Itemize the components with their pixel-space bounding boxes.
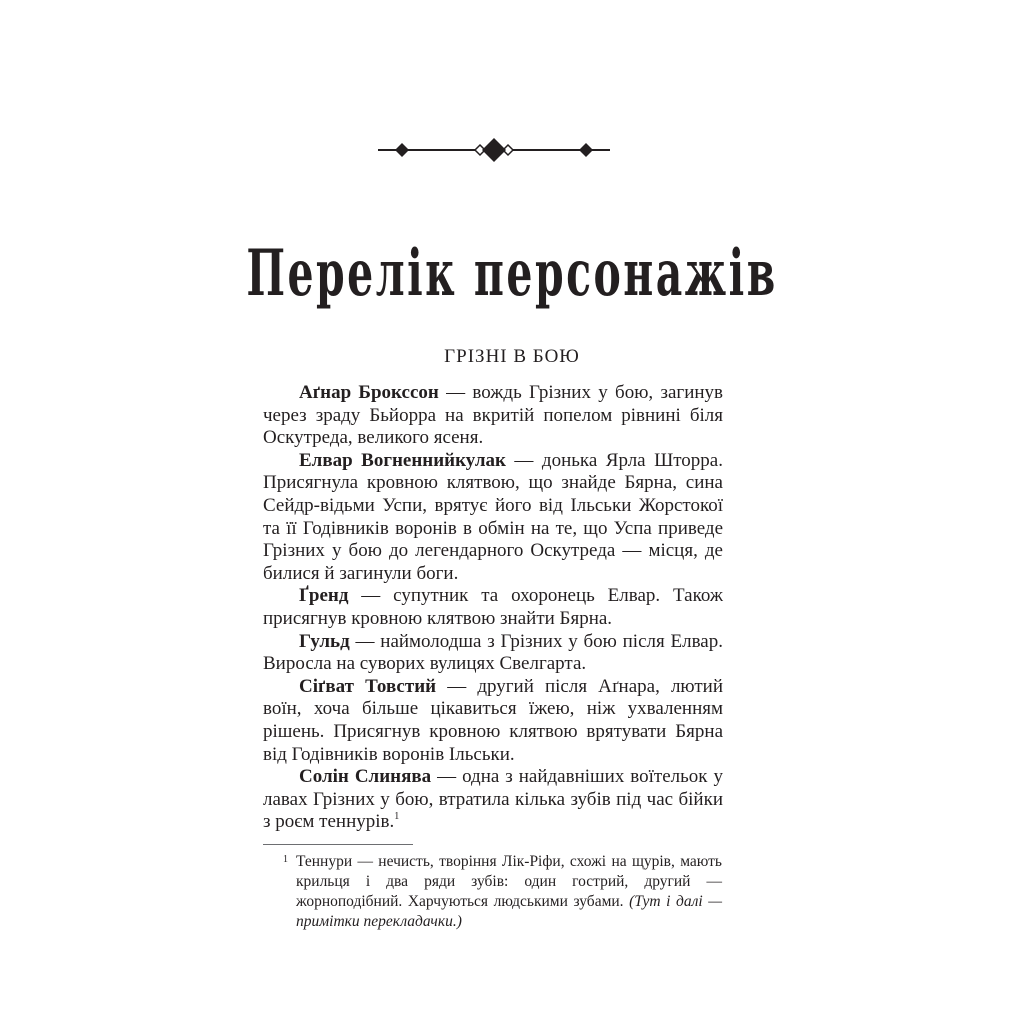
character-description: — супутник та охоронець Елвар. Також присягнув кровною клятвою знайти Бярна.	[263, 585, 723, 629]
character-description: — другий після Аґнара, лютий воїн, хоча більше цікавиться їжею, ніж ухваленням рішень. Присягнув кровною клятвою врятувати Бярна від Годівників воронів Ільськи.	[263, 675, 724, 765]
diamond-divider-icon	[378, 138, 610, 162]
character-description: — донька Ярла Шторра. Присягнула кровною клятвою, що знайде Бярна, сина Сейдр-відьми Успи, врятує його від Ільськи Жорстокої та її Годівників воронів в обмін на те, що Успа приведе Грізних у бою до легендарного Оскутреда — місця, де билися й загинули боги.	[263, 449, 723, 584]
footnote-mark: 1	[283, 854, 288, 865]
character-name: Ґренд	[299, 585, 349, 607]
character-description: — наймолодша з Грізних у бою після Елвар. Виросла на суворих вулицях Свелгарта.	[263, 630, 723, 675]
character-name: Сіґват Товстий	[299, 675, 437, 697]
character-list	[263, 382, 723, 834]
character-entry-grend	[263, 585, 723, 630]
section-heading: ГРІЗНІ В БОЮ	[444, 346, 580, 367]
character-entry-elvar	[263, 450, 723, 586]
character-description: — вождь Грізних у бою, загинув через зраду Бьйорра на вкритій попелом рівнині біля Оскутреда, великого ясеня.	[263, 382, 723, 449]
character-entry-solin	[263, 766, 723, 834]
character-entry-agnar	[263, 382, 723, 450]
footnote	[283, 852, 722, 932]
footnote-reference[interactable]: 1	[394, 811, 400, 823]
page-title: Перелік персонажів	[246, 234, 778, 310]
footnote-translator-note: (Тут і далі — примітки перекладачки.)	[296, 893, 722, 930]
character-description: — одна з найдавніших воїтельок у лавах Грізних у бою, втратила кілька зубів під час бійки з роєм теннурів.	[263, 766, 723, 833]
footnote-divider	[263, 844, 413, 845]
character-name: Елвар Вогненнийкулак	[299, 449, 506, 471]
character-name: Гульд	[299, 630, 350, 652]
character-name: Солін Слинява	[299, 766, 432, 788]
character-name: Аґнар Броксcон	[299, 382, 439, 403]
character-entry-guld	[263, 631, 723, 676]
footnote-text: Теннури — нечисть, творіння Лік-Ріфи, схожі на щурів, мають крильця і два ряди зубів: один гострий, другий — жорноподібний. Харчуються людськими зубами.	[296, 853, 722, 910]
character-entry-sigvat	[263, 676, 723, 766]
